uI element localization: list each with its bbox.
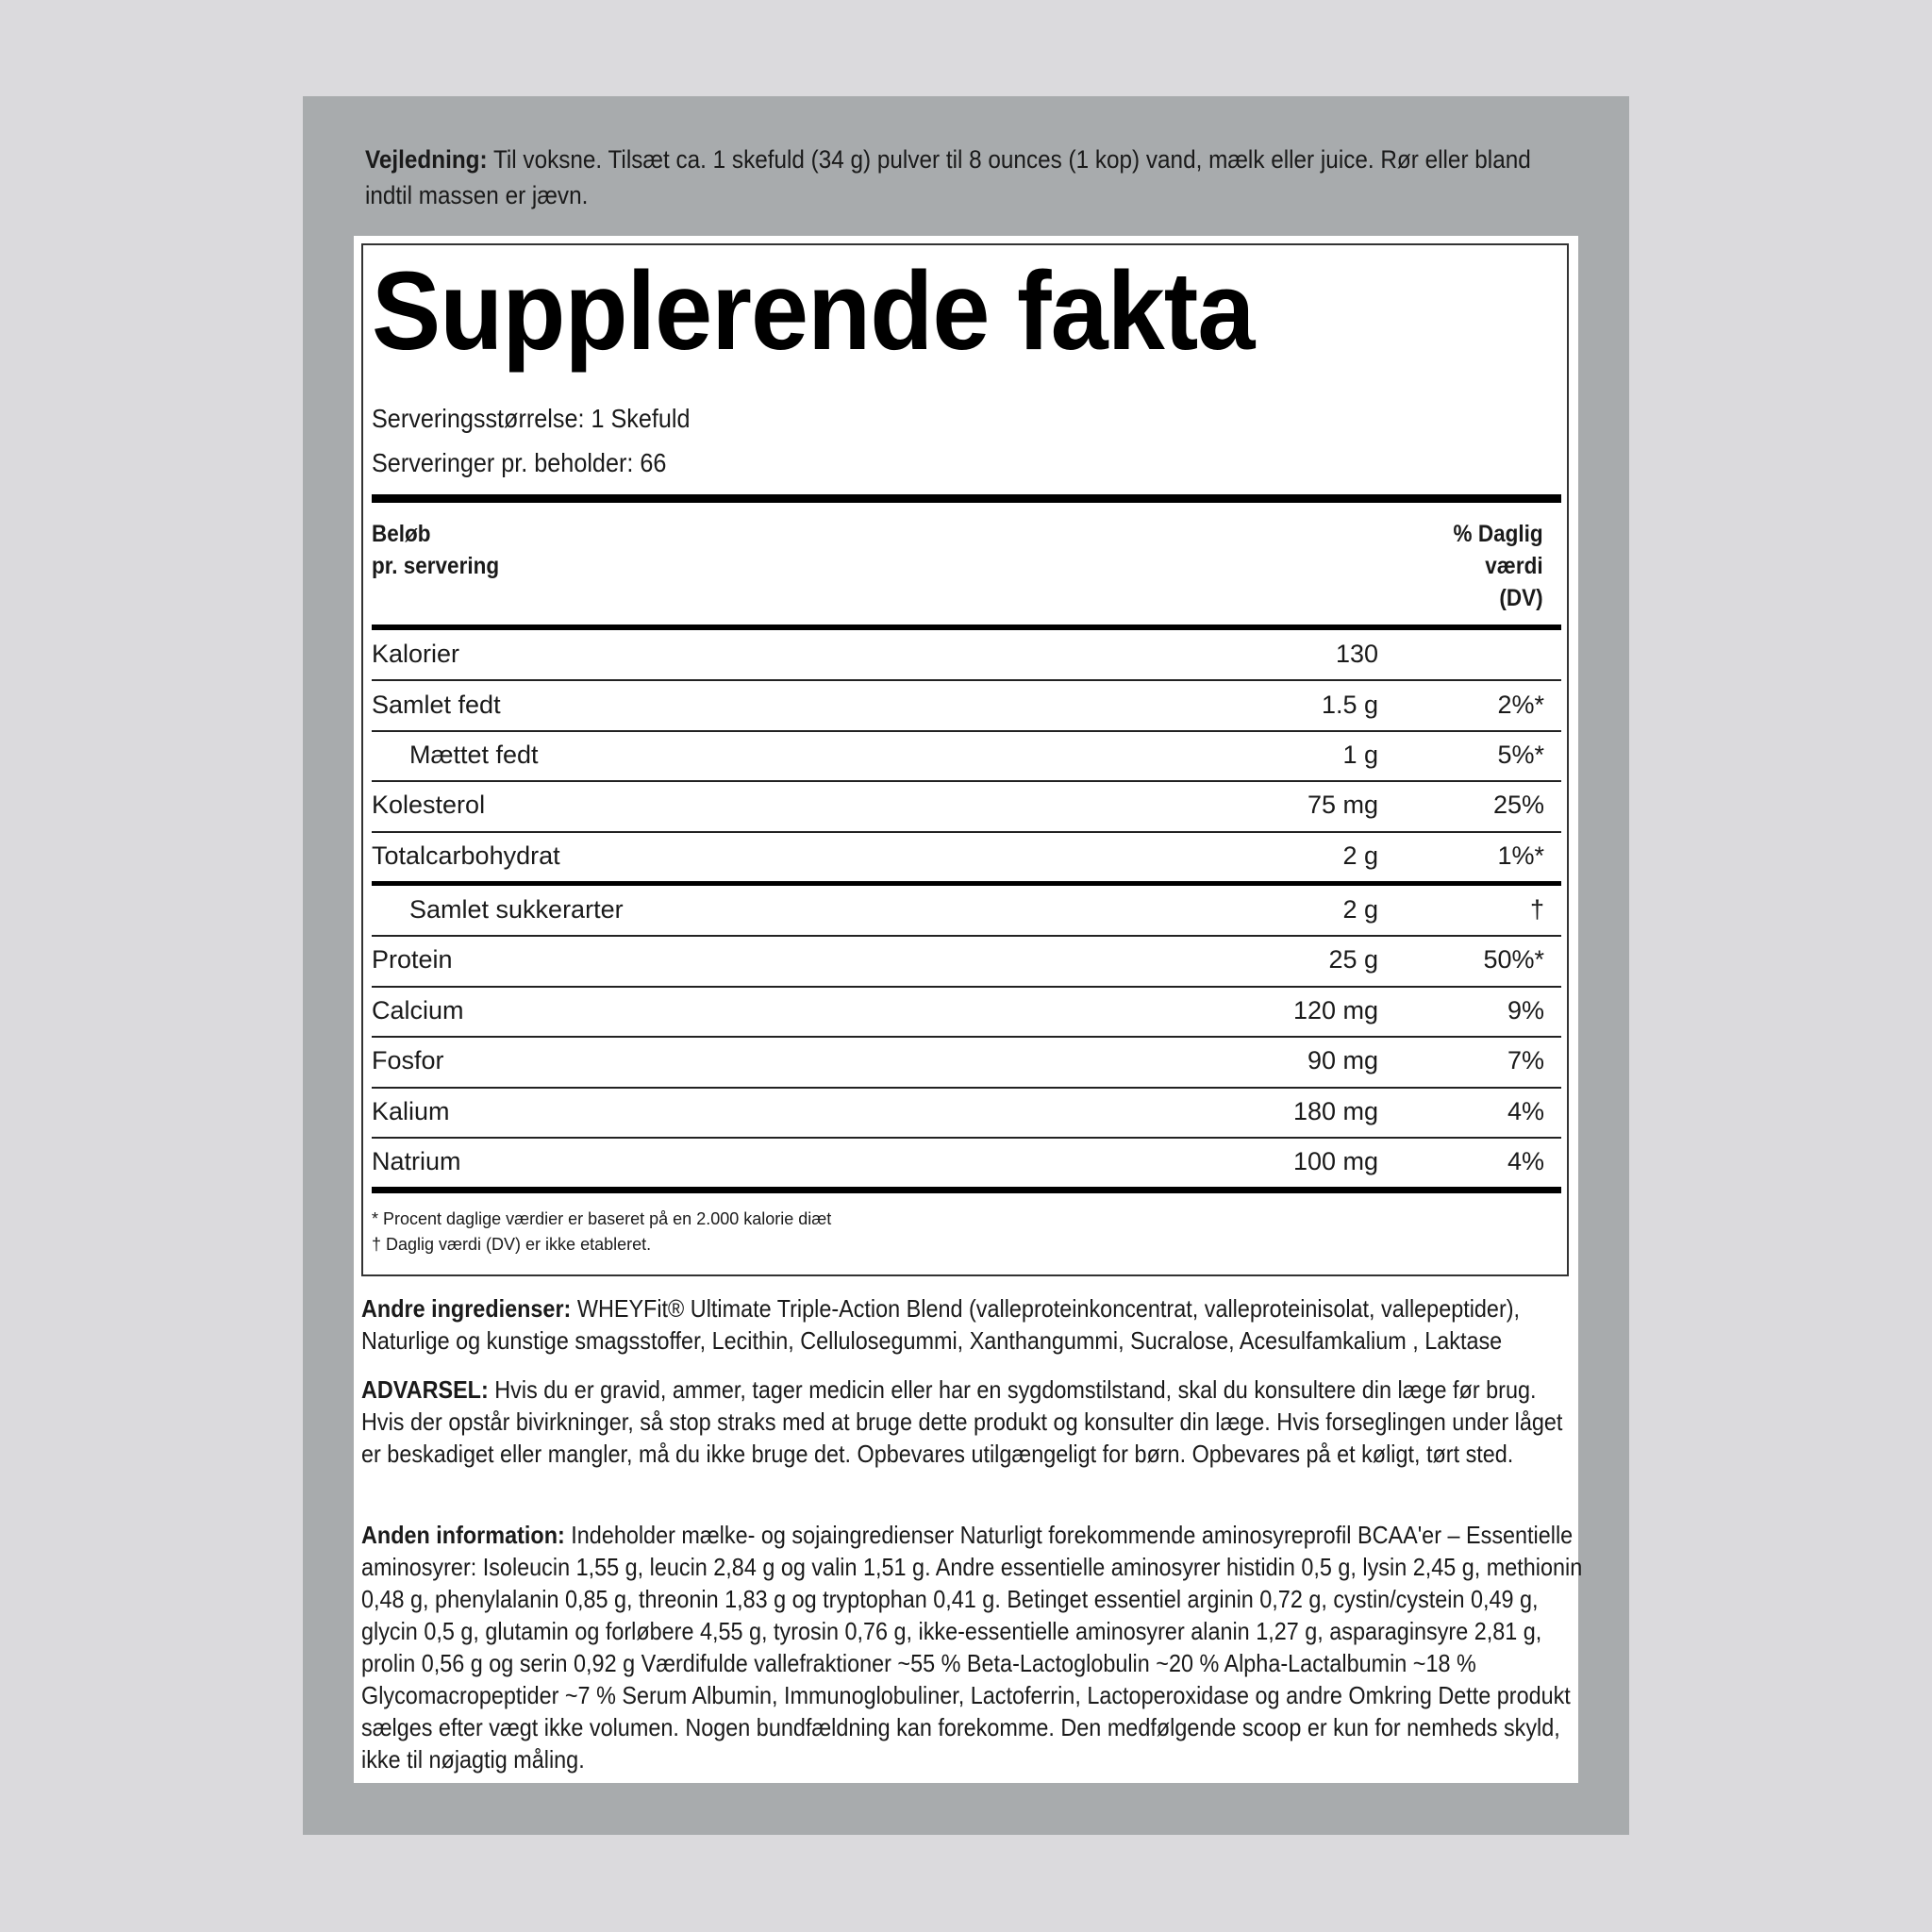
nutrient-amount: 1 g	[1342, 741, 1378, 769]
nutrient-row	[372, 781, 1561, 831]
thick-divider-top	[372, 494, 1561, 503]
footnote-daily-values: * Procent daglige værdier er baseret på en 2.000 kalorie diæt	[372, 1209, 832, 1228]
nutrient-amount: 180 mg	[1292, 1097, 1378, 1125]
nutrient-dv: 1%*	[1497, 841, 1544, 870]
nutrient-row	[372, 987, 1561, 1037]
other-ingredients-text: WHEYFit® Ultimate Triple-Action Blend (valleproteinkoncentrat, valleproteinisolat, vallepeptider), Naturlige og kunstige smagsstoffer, Lecithin, Cellulosegummi, Xanthangummi, Sucralose, Acesulfamkalium , Laktase	[361, 1294, 1521, 1355]
serving-size: Serveringsstørrelse: 1 Skefuld	[372, 404, 691, 433]
header-amount-line1: Beløb	[372, 521, 431, 547]
other-info-label: Anden information:	[361, 1521, 565, 1549]
nutrient-dv: 5%*	[1497, 741, 1544, 769]
nutrient-dv: 7%	[1507, 1046, 1544, 1074]
nutrient-amount: 25 g	[1328, 945, 1378, 974]
nutrient-row	[372, 731, 1561, 781]
nutrient-name: Totalcarbohydrat	[372, 841, 560, 870]
nutrient-row	[372, 681, 1561, 731]
header-amount	[372, 518, 499, 582]
nutrient-row	[372, 1037, 1561, 1087]
servings-per-container: Serveringer pr. beholder: 66	[372, 448, 667, 477]
header-dv-line1: % Daglig	[1453, 521, 1543, 547]
nutrient-name: Samlet sukkerarter	[409, 895, 624, 924]
nutrient-dv: 9%	[1507, 996, 1544, 1024]
warning-text: Hvis du er gravid, ammer, tager medicin eller har en sygdomstilstand, skal du konsultere din læge før brug. Hvis der opstår bivirkninger, så stop straks med at bruge dette produkt og konsulter din læge. Hvis forseglingen under låget er beskadiget eller mangler, må du ikke bruge det. Opbevares utilgængeligt for børn. Opbevares på et køligt, tørt sted.	[361, 1375, 1563, 1468]
nutrient-amount: 120 mg	[1292, 996, 1378, 1024]
nutrient-row	[372, 936, 1561, 986]
nutrient-name: Mættet fedt	[409, 741, 539, 769]
nutrient-row	[372, 1088, 1561, 1138]
warning-label: ADVARSEL:	[361, 1375, 489, 1404]
header-daily-value	[1454, 518, 1543, 614]
other-ingredients	[361, 1292, 1583, 1357]
nutrient-amount: 100 mg	[1292, 1147, 1378, 1175]
other-information	[361, 1519, 1583, 1775]
nutrient-amount: 2 g	[1342, 841, 1378, 870]
nutrient-dv: 25%	[1492, 791, 1544, 819]
nutrient-amount: 90 mg	[1307, 1046, 1378, 1074]
nutrient-name: Calcium	[372, 996, 464, 1024]
nutrient-dv: 2%*	[1497, 691, 1544, 719]
nutrient-dv: †	[1529, 895, 1544, 924]
nutrient-name: Kalorier	[372, 640, 460, 668]
nutrient-amount: 1.5 g	[1321, 691, 1378, 719]
nutrient-name: Protein	[372, 945, 453, 974]
nutrient-name: Samlet fedt	[372, 691, 501, 719]
nutrient-amount: 2 g	[1342, 895, 1378, 924]
nutrient-amount: 130	[1335, 640, 1378, 668]
nutrient-dv: 4%	[1507, 1147, 1544, 1175]
footnote-dagger: † Daglig værdi (DV) er ikke etableret.	[372, 1235, 652, 1254]
nutrient-row	[372, 832, 1561, 882]
nutrient-row	[372, 886, 1561, 936]
nutrient-dv: 4%	[1507, 1097, 1544, 1125]
directions-label: Vejledning:	[365, 145, 488, 174]
nutrient-amount: 75 mg	[1307, 791, 1378, 819]
nutrient-name: Kalium	[372, 1097, 450, 1125]
nutrient-dv: 50%*	[1483, 945, 1544, 974]
directions-body: Til voksne. Tilsæt ca. 1 skefuld (34 g) pulver til 8 ounces (1 kop) vand, mælk eller juice. Rør eller bland indtil massen er jævn.	[365, 145, 1531, 209]
header-dv-line2: værdi	[1485, 553, 1543, 579]
nutrient-row	[372, 1138, 1561, 1188]
nutrient-name: Natrium	[372, 1147, 461, 1175]
facts-title: Supplerende fakta	[372, 249, 1255, 374]
nutrient-row	[372, 630, 1561, 680]
other-ingredients-label: Andre ingredienser:	[361, 1294, 572, 1323]
thick-divider-bottom	[372, 1187, 1561, 1193]
nutrient-name: Kolesterol	[372, 791, 486, 819]
other-info-text: Indeholder mælke- og sojaingredienser Naturligt forekommende aminosyreprofil BCAA'er – Essentielle aminosyrer: Isoleucin 1,55 g, leucin 2,84 g og valin 1,51 g. Andre essentielle aminosyrer histidin 0,5 g, lysin 2,45 g, methionin 0,48 g, phenylalanin 0,85 g, threonin 1,83 g og tryptophan 0,41 g. Betinget essentiel arginin 0,72 g, cystin/cystein 0,49 g, glycin 0,5 g, glutamin og forløbere 4,55 g, tyrosin 0,76 g, ikke-essentielle aminosyrer alanin 1,27 g, asparaginsyre 2,81 g, prolin 0,56 g og serin 0,92 g Værdifulde vallefraktioner ~55 % Beta-Lactoglobulin ~20 % Alpha-Lactalbumin ~18 % Glycomacropeptider ~7 % Serum Albumin, Immunoglobuliner, Lactoferrin, Lactoperoxidase og andre Omkring Dette produkt sælges efter vægt ikke volumen. Nogen bundfældning kan forekomme. Den medfølgende scoop er kun for nemheds skyld, ikke til nøjagtig måling.	[361, 1521, 1583, 1774]
warning-paragraph	[361, 1374, 1583, 1470]
header-amount-line2: pr. servering	[372, 553, 500, 579]
directions-text	[365, 142, 1554, 213]
header-dv-line3: (DV)	[1499, 585, 1543, 611]
nutrient-name: Fosfor	[372, 1046, 444, 1074]
